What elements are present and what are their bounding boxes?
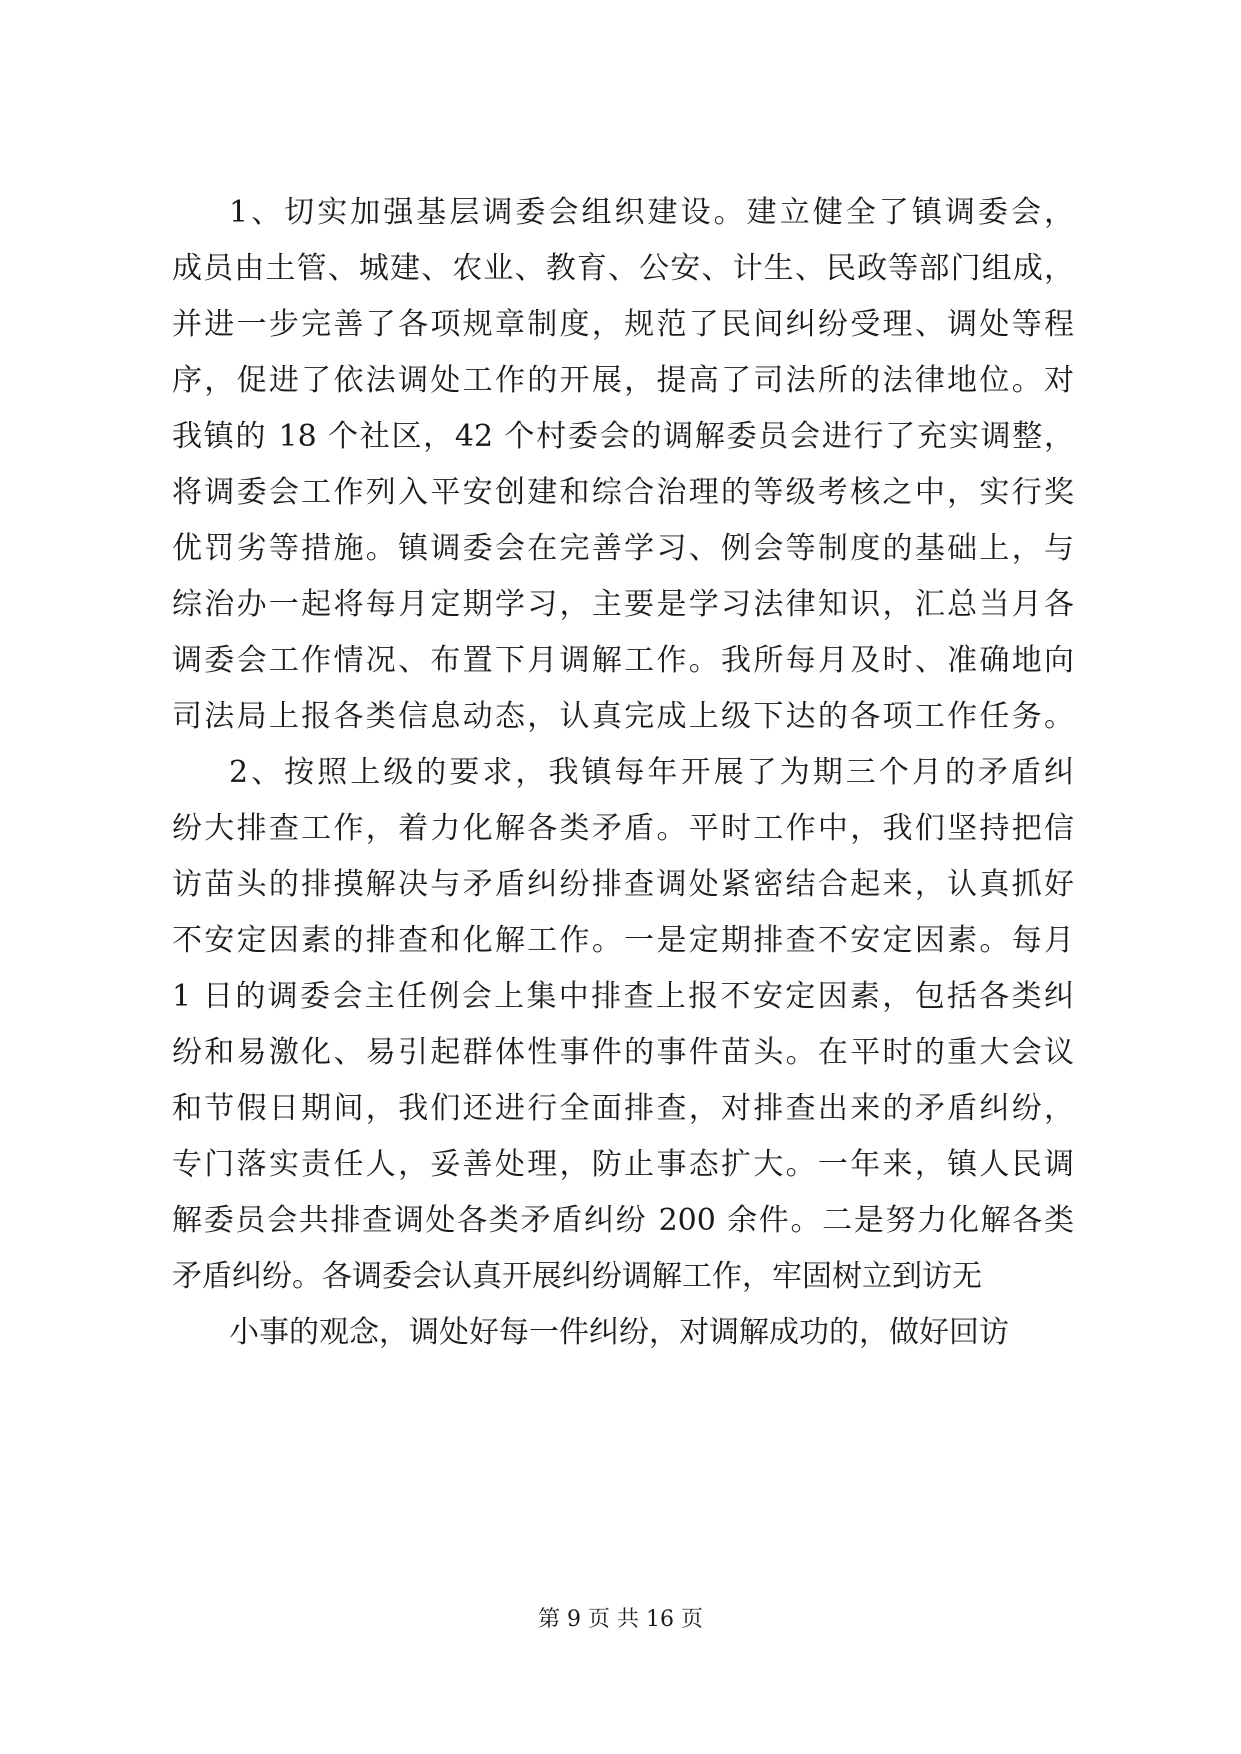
text-line: 矛盾纠纷。各调委会认真开展纠纷调解工作，牢固树立到访无	[172, 1259, 982, 1294]
text-line: 综治办一起将每月定期学习，主要是学习法律知识，汇总当月各	[172, 587, 1074, 622]
text-line: 不安定因素的排查和化解工作。一是定期排查不安定因素。每月	[172, 923, 1074, 958]
text-line: 和节假日期间，我们还进行全面排查，对排查出来的矛盾纠纷，	[172, 1091, 1074, 1126]
text-line: 1 日的调委会主任例会上集中排查上报不安定因素，包括各类纠	[172, 979, 1074, 1014]
text-line: 优罚劣等措施。镇调委会在完善学习、例会等制度的基础上，与	[172, 531, 1074, 566]
text-line: 将调委会工作列入平安创建和综合治理的等级考核之中，实行奖	[172, 475, 1074, 510]
text-line: 我镇的 18 个社区，42 个村委会的调解委员会进行了充实调整，	[172, 419, 1074, 454]
text-line: 解委员会共排查调处各类矛盾纠纷 200 余件。二是努力化解各类	[172, 1203, 1074, 1238]
text-line: 纷和易激化、易引起群体性事件的事件苗头。在平时的重大会议	[172, 1035, 1074, 1070]
text-line: 成员由土管、城建、农业、教育、公安、计生、民政等部门组成，	[172, 251, 1074, 286]
text-line: 1、切实加强基层调委会组织建设。建立健全了镇调委会，	[229, 195, 1074, 230]
text-line: 2、按照上级的要求，我镇每年开展了为期三个月的矛盾纠	[229, 755, 1074, 790]
text-line: 纷大排查工作，着力化解各类矛盾。平时工作中，我们坚持把信	[172, 811, 1074, 846]
text-line: 并进一步完善了各项规章制度，规范了民间纠纷受理、调处等程	[172, 307, 1074, 342]
text-line: 序，促进了依法调处工作的开展，提高了司法所的法律地位。对	[172, 363, 1074, 398]
text-line: 调委会工作情况、布置下月调解工作。我所每月及时、准确地向	[172, 643, 1074, 678]
page-number-footer: 第 9 页 共 16 页	[538, 1607, 703, 1632]
text-line: 专门落实责任人，妥善处理，防止事态扩大。一年来，镇人民调	[172, 1147, 1074, 1182]
text-line: 访苗头的排摸解决与矛盾纠纷排查调处紧密结合起来，认真抓好	[172, 867, 1074, 902]
text-line: 小事的观念，调处好每一件纠纷，对调解成功的，做好回访	[229, 1315, 1009, 1350]
text-line: 司法局上报各类信息动态，认真完成上级下达的各项工作任务。	[172, 699, 1074, 734]
